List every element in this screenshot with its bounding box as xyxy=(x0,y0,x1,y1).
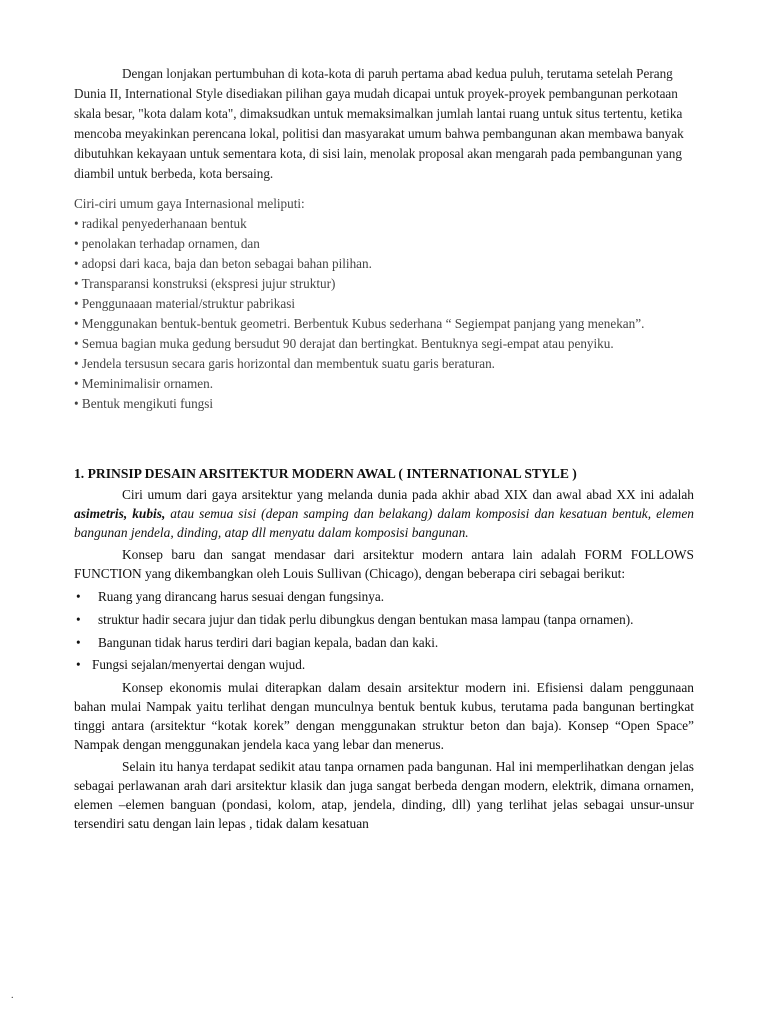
paragraph-ornamen: Selain itu hanya terdapat sedikit atau tanpa ornamen pada bangunan. Hal ini memperlihatkan dengan jelas sebagai perlawanan arah dari arsitektur klasik dan juga sangat berbeda dengan modern, elektrik, dimana ornamen, elemen –elemen banguan (pondasi, kolom, atap, jendela, dinding, dll) yang terlihat jelas sebagai unsur-unsur tersendiri satu dengan lain lepas , tidak dalam kesatuan xyxy=(74,759,694,831)
list-item: • Menggunakan bentuk-bentuk geometri. Berbentuk Kubus sederhana “ Segiempat panjang yang menekan”. xyxy=(74,316,645,331)
bullet-icon: • xyxy=(76,588,81,604)
paragraph-ciri-umum xyxy=(74,486,694,542)
ciri-list xyxy=(74,214,694,414)
list-item: • Penggunaaan material/struktur pabrikasi xyxy=(74,296,296,311)
list-item xyxy=(74,588,694,607)
list-item: • adopsi dari kaca, baja dan beton sebagai bahan pilihan. xyxy=(74,256,372,271)
intro-paragraph: Dengan lonjakan pertumbuhan di kota-kota di paruh pertama abad kedua puluh, terutama setelah Perang Dunia II, International Style disediakan pilihan gaya mudah dicapai untuk proyek-proyek pembangunan perkotaan skala besar, "kota dalam kota", dimaksudkan untuk memaksimalkan jumlah lantai ruang untuk situs tertentu, ketika mencoba meyakinkan perencana lokal, politisi dan masyarakat umum bahwa pembangunan akan membawa banyak dibutuhkan kekayaan untuk sementara kota, di sisi lain, menolak proposal akan mengarah pada pembangunan yang diambil untuk berbeda, kota bersaing. xyxy=(74,66,684,181)
form-follows-list xyxy=(74,588,694,675)
list-item: • penolakan terhadap ornamen, dan xyxy=(74,236,260,251)
list-item: • Semua bagian muka gedung bersudut 90 derajat dan bertingkat. Bentuknya segi-empat atau penyiku. xyxy=(74,336,614,351)
paragraph-konsep: Konsep baru dan sangat mendasar dari arsitektur modern antara lain adalah FORM FOLLOWS FUNCTION yang dikembangkan oleh Louis Sullivan (Chicago), dengan beberapa ciri sebagai berikut: xyxy=(74,547,694,582)
list-item xyxy=(74,634,694,653)
list-item xyxy=(74,611,694,630)
document-page xyxy=(74,64,694,838)
paragraph-ekonomis: Konsep ekonomis mulai diterapkan dalam desain arsitektur modern ini. Efisiensi dalam penggunaan bahan mulai Nampak yaitu terlihat dengan munculnya bentuk bentuk kubus, terutama pada bangunan bertingkat tinggi antara (arsitektur “kotak korek” dengan menggunakan struktur beton dan baja). Konsep “Open Space” Nampak dengan menggunakan jendela kaca yang lebar dan menerus. xyxy=(74,680,694,752)
list-item-text: Bangunan tidak harus terdiri dari bagian kepala, badan dan kaki. xyxy=(98,634,439,650)
list-item: • Bentuk mengikuti fungsi xyxy=(74,396,214,411)
emphasis-text: asimetris, kubis, xyxy=(74,505,166,521)
bullet-icon: • xyxy=(76,611,81,627)
stray-mark: . xyxy=(11,990,14,1001)
list-item: • Meminimalisir ornamen. xyxy=(74,376,214,391)
list-item: • radikal penyederhanaan bentuk xyxy=(74,216,247,231)
ciri-list-intro: Ciri-ciri umum gaya Internasional meliputi: xyxy=(74,196,305,211)
list-item: • Jendela tersusun secara garis horizontal dan membentuk suatu garis beraturan. xyxy=(74,356,495,371)
list-item-text: struktur hadir secara jujur dan tidak perlu dibungkus dengan bentukan masa lampau (tanpa ornamen). xyxy=(98,611,634,627)
italic-text: atau semua sisi (depan samping dan belakang) dalam komposisi dan kesatuan bentuk, elemen bangunan jendela, dinding, atap dll menyatu dalam komposisi bangunan. xyxy=(74,505,694,540)
list-item xyxy=(74,656,694,675)
bullet-icon: • xyxy=(76,657,81,673)
list-item: • Transparansi konstruksi (ekspresi jujur struktur) xyxy=(74,276,336,291)
paragraph-lead: Ciri umum dari gaya arsitektur yang melanda dunia pada akhir abad XIX dan awal abad XX ini adalah xyxy=(122,487,694,502)
bullet-icon: • xyxy=(76,634,81,650)
section-heading: 1. PRINSIP DESAIN ARSITEKTUR MODERN AWAL ( INTERNATIONAL STYLE ) xyxy=(74,466,577,481)
list-item-text: Ruang yang dirancang harus sesuai dengan fungsinya. xyxy=(98,588,385,604)
list-item-text: Fungsi sejalan/menyertai dengan wujud. xyxy=(92,657,306,673)
